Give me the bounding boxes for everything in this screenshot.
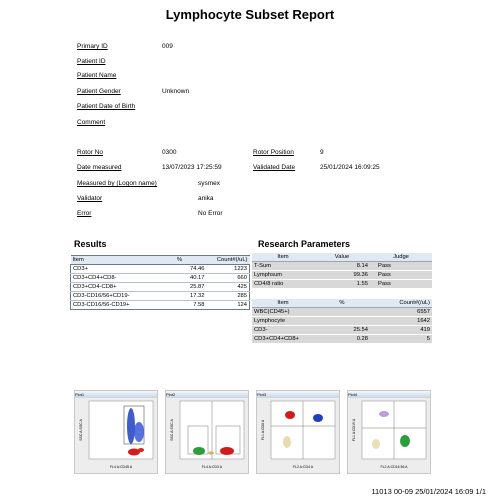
row-count: 124: [207, 301, 250, 310]
patient-gender-label: Patient Gender: [77, 88, 121, 95]
patient-name-label: Patient Name: [77, 72, 117, 79]
plot-3: [256, 390, 340, 474]
row-percent: [314, 308, 370, 317]
row-judge: Pass: [370, 262, 432, 271]
col-judge: Judge: [370, 253, 432, 262]
plot-x-label: FL4 A:CD3 A: [201, 465, 223, 469]
research-table-1: [252, 253, 432, 289]
table-row: [71, 292, 250, 301]
row-item: CD4/8 ratio: [252, 280, 314, 289]
row-percent: 74.46: [153, 265, 207, 274]
table-row: [71, 283, 250, 292]
plot-title: Plot1: [75, 391, 157, 398]
col-percent: %: [153, 256, 207, 265]
row-item: T-Sum: [252, 262, 314, 271]
col-item: Item: [252, 299, 314, 308]
row-count: 419: [370, 326, 432, 335]
validated-date-value: 25/01/2024 16:09:25: [320, 164, 380, 171]
rotor-no-value: 0300: [162, 149, 177, 156]
table-row: [252, 262, 432, 271]
row-item: CD3+CD4+CD8-: [71, 274, 153, 283]
row-percent: 25.54: [314, 326, 370, 335]
row-item: CD3+CD4-CD8+: [71, 283, 153, 292]
table-row: [252, 335, 432, 344]
research-heading: Research Parameters: [258, 239, 351, 249]
rotor-position-label: Rotor Position: [253, 149, 294, 156]
comment-label: Comment: [77, 119, 106, 126]
plot-x-label: FL4 A:CD45 A: [109, 465, 133, 469]
row-percent: 7.58: [153, 301, 207, 310]
row-percent: 25.87: [153, 283, 207, 292]
row-count: 660: [207, 274, 250, 283]
plot-title: Plot2: [166, 391, 248, 398]
plot-x-label: FL2 A:CD16 56 A: [380, 465, 408, 469]
row-item: CD3+: [71, 265, 153, 274]
measured-by-label: Measured by (Logon name): [77, 180, 157, 187]
row-value: 1.55: [314, 280, 370, 289]
row-item: Lymphocyte: [252, 317, 314, 326]
row-count: 1223: [207, 265, 250, 274]
row-item: CD3+CD4+CD8+: [252, 335, 314, 344]
plot-y-label: FL1 A:CD8 A: [261, 419, 265, 441]
row-item: Lymphsum: [252, 271, 314, 280]
table-row: [252, 317, 432, 326]
validated-date-label: Validated Date: [253, 164, 296, 171]
table-row: [252, 271, 432, 280]
plot-x-label: FL2 A:CD4 A: [292, 465, 314, 469]
row-percent: 0.28: [314, 335, 370, 344]
plot-y-label: SSC A:SSC A: [170, 419, 174, 441]
plot-1-canvas: [75, 398, 157, 473]
plot-title: Plot4: [348, 391, 430, 398]
measured-by-value: sysmex: [198, 180, 221, 187]
validator-label: Validator: [77, 195, 103, 202]
row-value: 99.36: [314, 271, 370, 280]
table-row: [252, 308, 432, 317]
date-measured-label: Date measured: [77, 164, 122, 171]
row-count: 1642: [370, 317, 432, 326]
plot-y-label: SSC A:SSC A: [79, 419, 83, 441]
col-count: Count#(/uL): [370, 299, 432, 308]
row-value: 8.14: [314, 262, 370, 271]
research-table-2: [252, 299, 432, 344]
results-heading: Results: [74, 239, 107, 249]
table-row: [71, 265, 250, 274]
row-item: CD3-CD16/56+CD19-: [71, 292, 153, 301]
table-row: [252, 326, 432, 335]
plot-y-label: FL1 A:CD19 A: [352, 418, 356, 442]
col-value: Value: [314, 253, 370, 262]
primary-id-value: 009: [162, 43, 173, 50]
date-measured-value: 13/07/2023 17:25:59: [162, 164, 222, 171]
col-item: Item: [71, 256, 153, 265]
plot-4: [347, 390, 431, 474]
page-footer: 11013 00-09 25/01/2024 16:09 1/1: [371, 487, 486, 496]
row-count: 425: [207, 283, 250, 292]
table-row: [252, 280, 432, 289]
plot-1: [74, 390, 158, 474]
rotor-position-value: 9: [320, 149, 324, 156]
error-label: Error: [77, 210, 92, 217]
error-value: No Error: [198, 210, 223, 217]
row-item: CD3-CD16/56-CD19+: [71, 301, 153, 310]
report-title: Lymphocyte Subset Report: [165, 7, 335, 22]
col-count: Count#(/uL): [207, 256, 250, 265]
row-percent: 40.17: [153, 274, 207, 283]
table-row: [71, 301, 250, 310]
row-judge: Pass: [370, 271, 432, 280]
row-percent: [314, 317, 370, 326]
row-judge: Pass: [370, 280, 432, 289]
validator-value: anika: [198, 195, 214, 202]
table-row: [71, 274, 250, 283]
patient-id-label: Patient ID: [77, 58, 106, 65]
plot-3-canvas: [257, 398, 339, 473]
results-table: [70, 255, 250, 310]
primary-id-label: Primary ID: [77, 43, 108, 50]
patient-dob-label: Patient Date of Birth: [77, 103, 136, 110]
row-percent: 17.32: [153, 292, 207, 301]
col-percent: %: [314, 299, 370, 308]
row-item: CD3-: [252, 326, 314, 335]
patient-gender-value: Unknown: [162, 88, 190, 95]
plot-4-canvas: [348, 398, 430, 473]
rotor-no-label: Rotor No: [77, 149, 104, 156]
row-count: 285: [207, 292, 250, 301]
row-item: WBC(CD45+): [252, 308, 314, 317]
plot-2-canvas: [166, 398, 248, 473]
plot-title: Plot3: [257, 391, 339, 398]
row-count: 5: [370, 335, 432, 344]
row-count: 6557: [370, 308, 432, 317]
plot-2: [165, 390, 249, 474]
col-item: Item: [252, 253, 314, 262]
